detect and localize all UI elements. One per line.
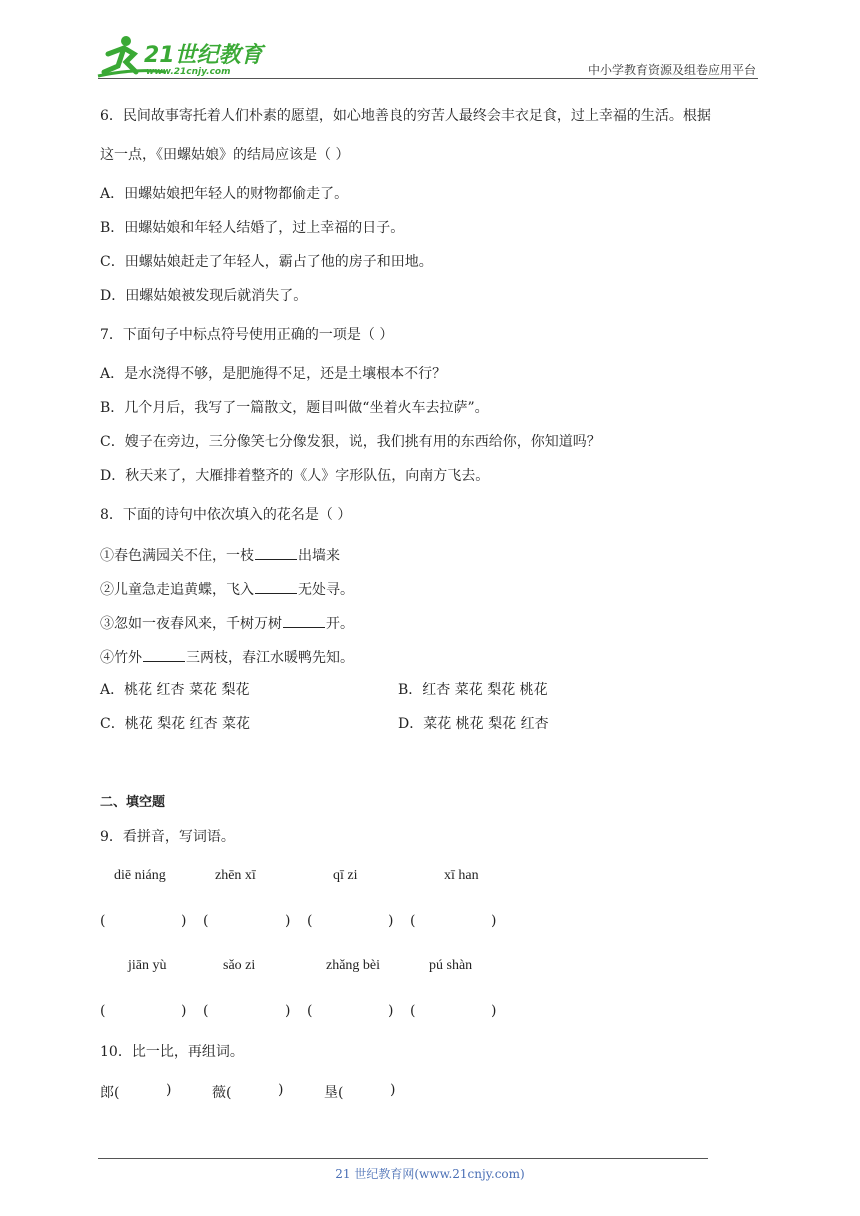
answer-paren-close: ) [491, 913, 497, 929]
q7-option-c: C．嫂子在旁边，三分像笑七分像发狠，说，我们挑有用的东西给你，你知道吗？ [100, 434, 601, 450]
pinyin-4: xī han [444, 868, 479, 883]
fill-blank [283, 613, 325, 628]
verse-text: ③忽如一夜春风来，千树万树 [100, 616, 282, 632]
q8-verse-2 [100, 579, 354, 599]
answer-paren-open: ( [100, 913, 106, 929]
q7-option-b: B．几个月后，我写了一篇散文，题目叫做“坐着火车去拉萨”。 [100, 400, 489, 416]
verse-text: ②儿童急走追黄蝶，飞入 [100, 582, 254, 598]
q9-stem: 9．看拼音，写词语。 [100, 829, 235, 845]
q6-stem-line2: 这一点，《田螺姑娘》的结局应该是（ ） [100, 147, 350, 163]
q6-option-b: B．田螺姑娘和年轻人结婚了，过上幸福的日子。 [100, 220, 405, 236]
verse-text: 开。 [326, 616, 354, 632]
q8-option-c: C．桃花 梨花 红杏 菜花 [100, 716, 251, 732]
pinyin-8: pú shàn [429, 958, 473, 973]
q8-verse-4 [100, 647, 354, 667]
pinyin-5: jiān yù [128, 958, 167, 973]
fill-blank [255, 579, 297, 594]
q8-stem: 8．下面的诗句中依次填入的花名是（ ） [100, 507, 352, 523]
verse-text: 出墙来 [298, 548, 340, 564]
header-divider [98, 78, 758, 79]
q7-stem: 7．下面句子中标点符号使用正确的一项是（ ） [100, 327, 394, 343]
pinyin-6: sǎo zi [223, 958, 256, 973]
compare-char-1: 郎( [100, 1085, 120, 1101]
answer-paren-close: ) [285, 913, 291, 929]
pinyin-1: diē niáng [114, 868, 166, 883]
answer-paren-open: ( [203, 1003, 209, 1019]
verse-text: ④竹外 [100, 650, 142, 666]
section-title: 二、填空题 [100, 795, 166, 810]
fill-blank [255, 545, 297, 560]
verse-text: 三两枝，春江水暖鸭先知。 [186, 650, 354, 666]
verse-text: ①春色满园关不住，一枝 [100, 548, 254, 564]
q6-option-c: C．田螺姑娘赶走了年轻人，霸占了他的房子和田地。 [100, 254, 433, 270]
platform-name: 中小学教育资源及组卷应用平台 [587, 63, 756, 77]
answer-paren-close: ) [285, 1003, 291, 1019]
pinyin-2: zhēn xī [215, 868, 256, 883]
q8-verse-3 [100, 613, 354, 633]
q8-verse-1 [100, 545, 340, 565]
answer-paren-close: ) [388, 1003, 394, 1019]
answer-paren-open: ( [203, 913, 209, 929]
q7-option-a: A．是水浇得不够，是肥施得不足，还是土壤根本不行？ [100, 366, 447, 382]
compare-close-2: ) [278, 1082, 284, 1098]
compare-close-3: ) [390, 1082, 396, 1098]
fill-blank [143, 647, 185, 662]
q7-option-d: D．秋天来了，大雁排着整齐的《人》字形队伍，向南方飞去。 [100, 468, 490, 484]
answer-paren-close: ) [181, 1003, 187, 1019]
answer-paren-close: ) [181, 913, 187, 929]
answer-paren-open: ( [410, 1003, 416, 1019]
pinyin-7: zhǎng bèi [326, 958, 381, 973]
compare-close-1: ) [166, 1082, 172, 1098]
q8-option-d: D．菜花 桃花 梨花 红杏 [398, 716, 549, 732]
q8-option-b: B．红杏 菜花 梨花 桃花 [398, 682, 548, 698]
answer-paren-open: ( [307, 1003, 313, 1019]
pinyin-3: qī zi [333, 868, 358, 883]
q10-stem: 10．比一比，再组词。 [100, 1044, 244, 1060]
compare-char-2: 薇( [212, 1085, 232, 1101]
footer-divider [98, 1158, 708, 1159]
answer-paren-open: ( [307, 913, 313, 929]
logo-url: www.21cnjy.com [146, 67, 231, 77]
site-logo [96, 32, 266, 78]
answer-paren-close: ) [491, 1003, 497, 1019]
logo-text: 21世纪教育 [144, 43, 263, 68]
q8-option-a: A．桃花 红杏 菜花 梨花 [100, 682, 250, 698]
q6-option-d: D．田螺姑娘被发现后就消失了。 [100, 288, 308, 304]
q6-stem-line1: 6．民间故事寄托着人们朴素的愿望，如心地善良的穷苦人最终会丰衣足食，过上幸福的生活。根据 [100, 108, 711, 124]
footer-link[interactable]: 21 世纪教育网(www.21cnjy.com) [335, 1167, 525, 1181]
verse-text: 无处寻。 [298, 582, 354, 598]
compare-char-3: 垦( [324, 1085, 344, 1101]
answer-paren-open: ( [100, 1003, 106, 1019]
answer-paren-open: ( [410, 913, 416, 929]
q6-option-a: A．田螺姑娘把年轻人的财物都偷走了。 [100, 186, 349, 202]
answer-paren-close: ) [388, 913, 394, 929]
